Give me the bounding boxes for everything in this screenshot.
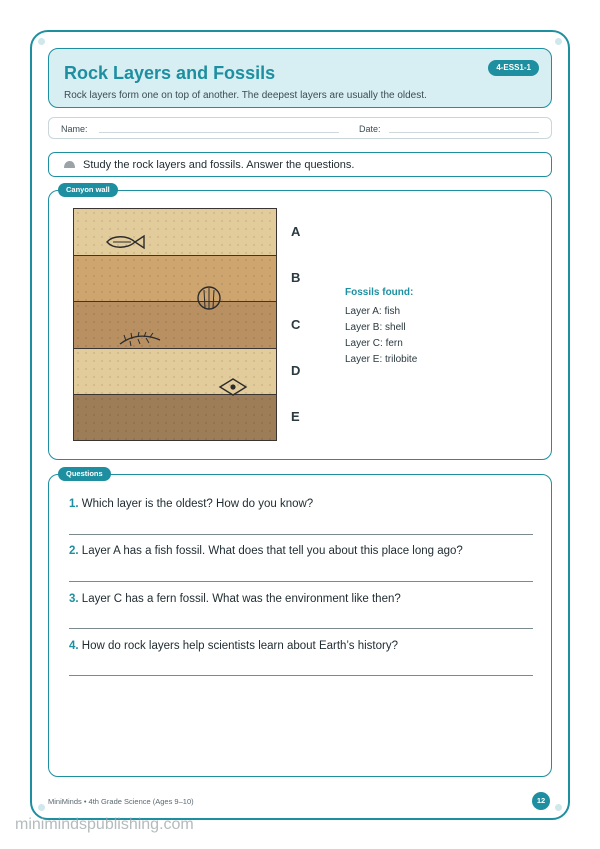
rock-icon [63,160,76,169]
question-4: 4. How do rock layers help scientists learn about Earth’s history? [69,640,398,652]
name-field[interactable] [99,132,339,133]
layer-label-a: A [291,224,301,239]
standard-code-badge: 4-ESS1-1 [488,60,539,76]
trilobite-fossil-icon [218,377,248,397]
page-number-badge: 12 [532,792,550,810]
answer-line-3[interactable] [69,628,533,629]
name-date-bar [48,117,552,139]
fish-fossil-icon [105,234,147,250]
question-2: 2. Layer A has a fish fossil. What does that tell you about this place long ago? [69,545,463,557]
corner-dot [555,804,562,811]
worksheet-header [48,48,552,108]
questions-tab: Questions [58,467,111,481]
answer-line-2[interactable] [69,581,533,582]
question-1: 1. Which layer is the oldest? How do you know? [69,498,314,510]
answer-line-1[interactable] [69,534,533,535]
page-subtitle: Rock layers form one on top of another. The deepest layers are usually the oldest. [64,90,427,101]
corner-dot [38,38,45,45]
fossil-item: Layer A: fish [345,306,401,317]
shell-fossil-icon [195,285,223,311]
fossil-item: Layer E: trilobite [345,354,418,365]
footer-text: MiniMinds • 4th Grade Science (Ages 9–10) [48,797,194,806]
instruction-text: Study the rock layers and fossils. Answer the questions. [83,159,355,171]
rock-layers-diagram [73,208,277,441]
fossil-item: Layer C: fern [345,338,403,349]
corner-dot [555,38,562,45]
layer-label-d: D [291,363,301,378]
rock-layer-c [74,302,276,349]
layer-label-b: B [291,270,301,285]
corner-dot [38,804,45,811]
fossil-item: Layer B: shell [345,322,406,333]
questions-panel [48,474,552,777]
rock-layer-e [74,395,276,441]
fossils-title: Fossils found: [345,287,414,298]
question-3: 3. Layer C has a fern fossil. What was the environment like then? [69,593,401,605]
rock-layer-b [74,256,276,302]
canyon-tab: Canyon wall [58,183,118,197]
answer-line-4[interactable] [69,675,533,676]
instruction-bar [48,152,552,177]
date-label: Date: [359,124,381,134]
fern-fossil-icon [118,331,162,347]
date-field[interactable] [389,132,539,133]
watermark: minimindspublishing.com [15,816,194,833]
page-title: Rock Layers and Fossils [64,63,276,83]
layer-label-e: E [291,409,300,424]
name-label: Name: [61,124,88,134]
layer-label-c: C [291,317,301,332]
